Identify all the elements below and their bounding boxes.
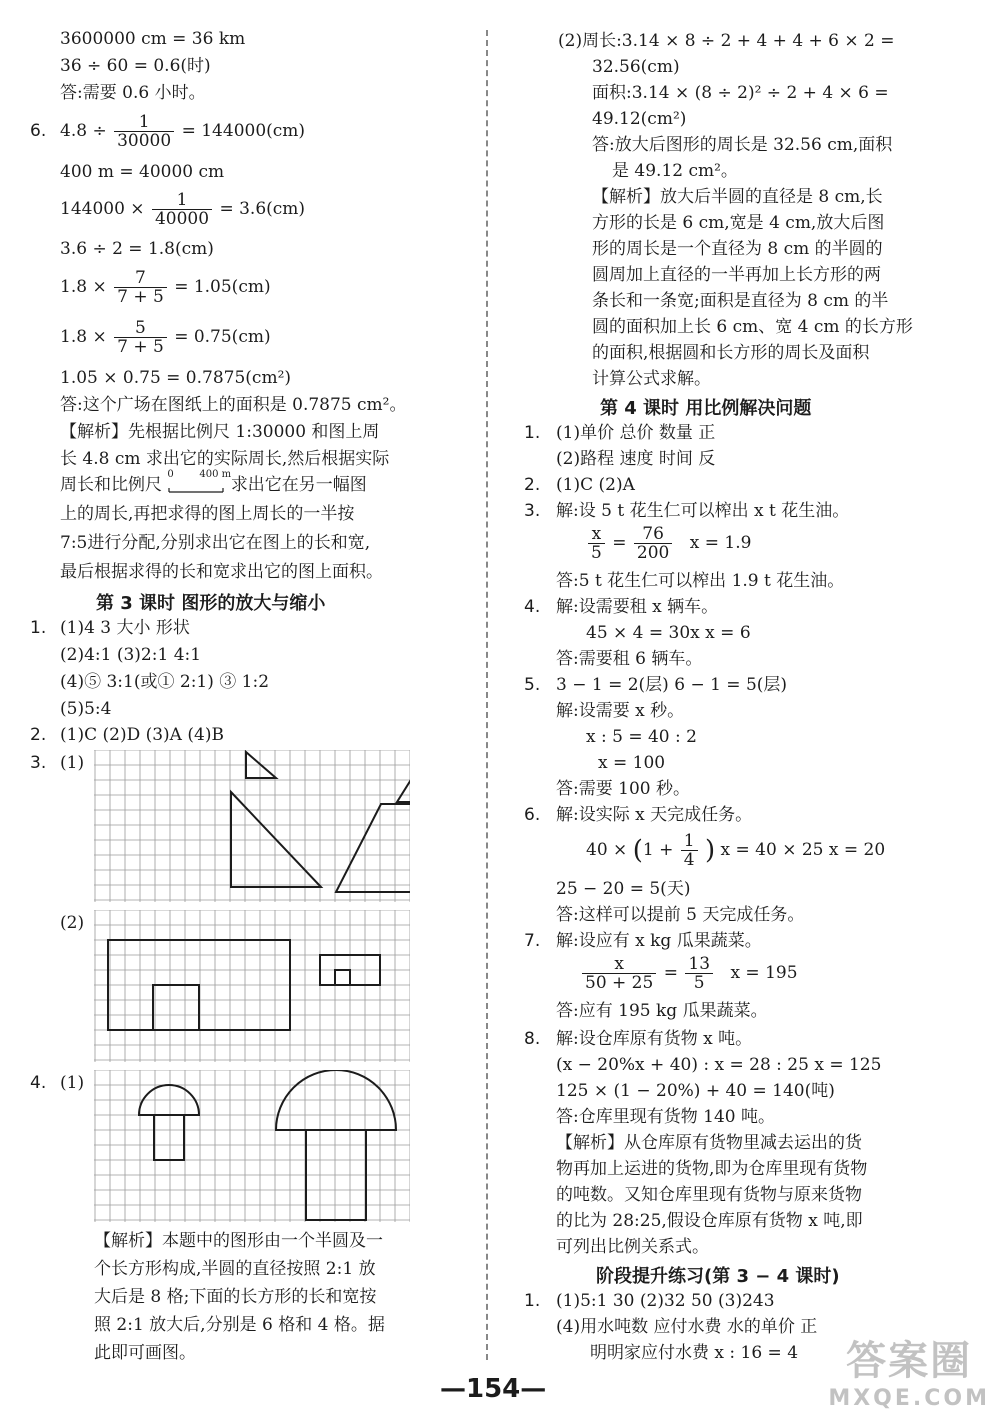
question-number: 7. [524,931,541,951]
text-line: 面积:3.14 × (8 ÷ 2)² ÷ 2 + 4 × 6 = [592,83,889,103]
answer-line: (1)5:1 30 (2)32 50 (3)243 [556,1291,775,1311]
text-line: 32.56(cm) [592,57,680,77]
large-triangle [231,792,321,887]
large-trapezoid [336,804,410,892]
answer-line: 解:设应有 x kg 瓜果蔬菜。 [556,931,762,951]
question-number: 8. [524,1029,541,1049]
answer-line: (2)路程 速度 时间 反 [556,449,716,469]
question-number: 3. [30,753,47,773]
analysis-line: 【解析】放大后半圆的直径是 8 cm,长 [592,187,883,207]
answer-line: 答:需要 100 秒。 [556,779,690,799]
analysis-line: 7:5进行分配,分别求出它在图上的长和宽, [60,533,371,553]
formula-line: 144000 × $\frac{1}{40000}$ = 3.6(cm) [60,190,306,229]
question-number: 1. [524,423,541,443]
grid-figure-3-2 [94,910,410,1062]
text-line: 400 m = 40000 cm [60,162,225,182]
sub-label: (1) [60,753,85,773]
answer-line: x = 100 [598,753,666,773]
question-number: 2. [30,725,47,745]
text-line: 36 ÷ 60 = 0.6(时) [60,56,211,76]
analysis-line: 大后是 8 格;下面的长方形的长和宽按 [94,1287,377,1307]
grid-figure-4-1 [94,1070,410,1222]
analysis-line: 的面积,根据圆和长方形的周长及面积 [592,343,870,363]
answer-line: (4)⑤ 3:1(或① 2:1) ③ 1:2 [60,672,270,692]
answer-line: 答:这样可以提前 5 天完成任务。 [556,905,805,925]
answer-line: 明明家应付水费 x : 16 = 4 [590,1343,799,1363]
analysis-line: 最后根据求得的长和宽求出它的图上面积。 [60,562,383,582]
answer-line: 解:设仓库原有货物 x 吨。 [556,1029,753,1049]
analysis-line: 的比为 28:25,假设仓库原有货物 x 吨,即 [556,1211,863,1231]
question-number: 6. [30,121,47,141]
section-heading: 阶段提升练习(第 3 − 4 课时) [596,1266,840,1287]
analysis-line: 【解析】先根据比例尺 1:30000 和图上周 [60,422,380,442]
answer-line: 答:仓库里现有货物 140 吨。 [556,1107,775,1127]
analysis-line: 计算公式求解。 [592,369,711,389]
sub-label: (2) [60,913,85,933]
answer-line: 125 × (1 − 20%) + 40 = 140(吨) [556,1081,835,1101]
answer-line: (1)C (2)A [556,475,635,495]
text-line: 答:需要 0.6 小时。 [60,83,206,103]
answer-line: (1)C (2)D (3)A (4)B [60,725,224,745]
analysis-line: 上的周长,再把求得的图上周长的一半按 [60,504,355,524]
analysis-line: 方形的长是 6 cm,宽是 4 cm,放大后图 [592,213,885,233]
question-number: 1. [524,1291,541,1311]
small-rectangle [154,1115,184,1160]
analysis-line: 条长和一条宽;面积是直径为 8 cm 的半 [592,291,889,311]
analysis-line: 照 2:1 放大后,分别是 6 格和 4 格。据 [94,1315,385,1335]
page-number: —154— [440,1374,547,1404]
analysis-line: 的吨数。又知仓库里现有货物与原来货物 [556,1185,862,1205]
answer-line: 解:设需要租 x 辆车。 [556,597,719,617]
answer-line: 答:应有 195 kg 瓜果蔬菜。 [556,1001,768,1021]
analysis-line: 【解析】本题中的图形由一个半圆及一 [94,1231,383,1251]
analysis-line: 个长方形构成,半圆的直径按照 2:1 放 [94,1259,376,1279]
text-line: 3600000 cm = 36 km [60,29,246,49]
answer-line: 25 − 20 = 5(天) [556,879,691,899]
text-line: 49.12(cm²) [592,109,687,129]
formula-line: $\frac{x}{50 + 25}$ = $\frac{13}{5}$ x = 195 [580,954,798,992]
sub-label: (1) [60,1073,85,1093]
answer-line: 解:设 5 t 花生仁可以榨出 x t 花生油。 [556,501,850,521]
analysis-line: 圆的面积加上长 6 cm、宽 4 cm 的长方形 [592,317,913,337]
answer-line: (2)4:1 (3)2:1 4:1 [60,645,202,665]
text-line: 3.6 ÷ 2 = 1.8(cm) [60,239,214,259]
answer-line: (1)4 3 大小 形状 [60,618,190,638]
answer-line: 解:设实际 x 天完成任务。 [556,805,753,825]
analysis-line: 物再加上运进的货物,即为仓库里现有货物 [556,1159,868,1179]
text-line: 是 49.12 cm²。 [612,161,738,181]
answer-line: 解:设需要 x 秒。 [556,701,685,721]
question-number: 4. [524,597,541,617]
text-line: 1.05 × 0.75 = 0.7875(cm²) [60,368,292,388]
lesson-heading: 第 3 课时 图形的放大与缩小 [96,593,326,614]
text-line: 答:这个广场在图纸上的面积是 0.7875 cm²。 [60,395,407,415]
answer-line: 答:5 t 花生仁可以榨出 1.9 t 花生油。 [556,571,845,591]
inner-square [153,985,199,1030]
question-number: 6. [524,805,541,825]
formula-line: $\frac{x}{5}$ = $\frac{76}{200}$ x = 1.9 [586,524,751,562]
question-number: 5. [524,675,541,695]
text-line: 答:放大后图形的周长是 32.56 cm,面积 [592,135,893,155]
small-trapezoid [397,778,410,802]
analysis-line: 【解析】从仓库原有货物里减去运出的货 [556,1133,862,1153]
small-inner-square [335,970,350,985]
analysis-line: 可列出比例关系式。 [556,1237,709,1257]
answer-line: 答:需要租 6 辆车。 [556,649,703,669]
answer-line: (1)单价 总价 数量 正 [556,423,716,443]
answer-line: 3 − 1 = 2(层) 6 − 1 = 5(层) [556,675,788,695]
analysis-line: 形的周长是一个直径为 8 cm 的半圆的 [592,239,883,259]
analysis-line: 周长和比例尺 0 400 m 求出它在另一幅图 [60,468,367,495]
watermark: 答案圈 MXQE.COM [828,1338,990,1411]
scale-bar: 0 400 m [167,468,232,480]
analysis-line: 圆周加上直径的一半再加上长方形的两 [592,265,881,285]
formula-line: 1.8 × $\frac{5}{7 + 5}$ = 0.75(cm) [60,318,271,357]
question-number: 2. [524,475,541,495]
answer-line: x : 5 = 40 : 2 [586,727,697,747]
grid-figure-3-1 [94,750,410,902]
answer-line: (x − 20%x + 40) : x = 28 : 25 x = 125 [556,1055,882,1075]
column-divider [486,30,488,1360]
question-number: 4. [30,1073,47,1093]
formula-line: 40 × (1 + $\frac{1}{4}$ ) x = 40 × 25 x = 20 [586,831,886,870]
formula-line: 1.8 × $\frac{7}{7 + 5}$ = 1.05(cm) [60,268,271,307]
analysis-line: 长 4.8 cm 求出它的实际周长,然后根据实际 [60,449,390,469]
question-number: 3. [524,501,541,521]
answer-line: 45 × 4 = 30x x = 6 [586,623,751,643]
analysis-line: 此即可画图。 [94,1343,196,1363]
lesson-heading: 第 4 课时 用比例解决问题 [600,398,812,419]
text-line: (2)周长:3.14 × 8 ÷ 2 + 4 + 4 + 6 × 2 = [558,31,895,51]
question-number: 1. [30,618,47,638]
answer-line: (5)5:4 [60,699,112,719]
answer-line: (4)用水吨数 应付水费 水的单价 正 [556,1317,818,1337]
formula-line: 4.8 ÷ $\frac{1}{30000}$ = 144000(cm) [60,112,306,151]
